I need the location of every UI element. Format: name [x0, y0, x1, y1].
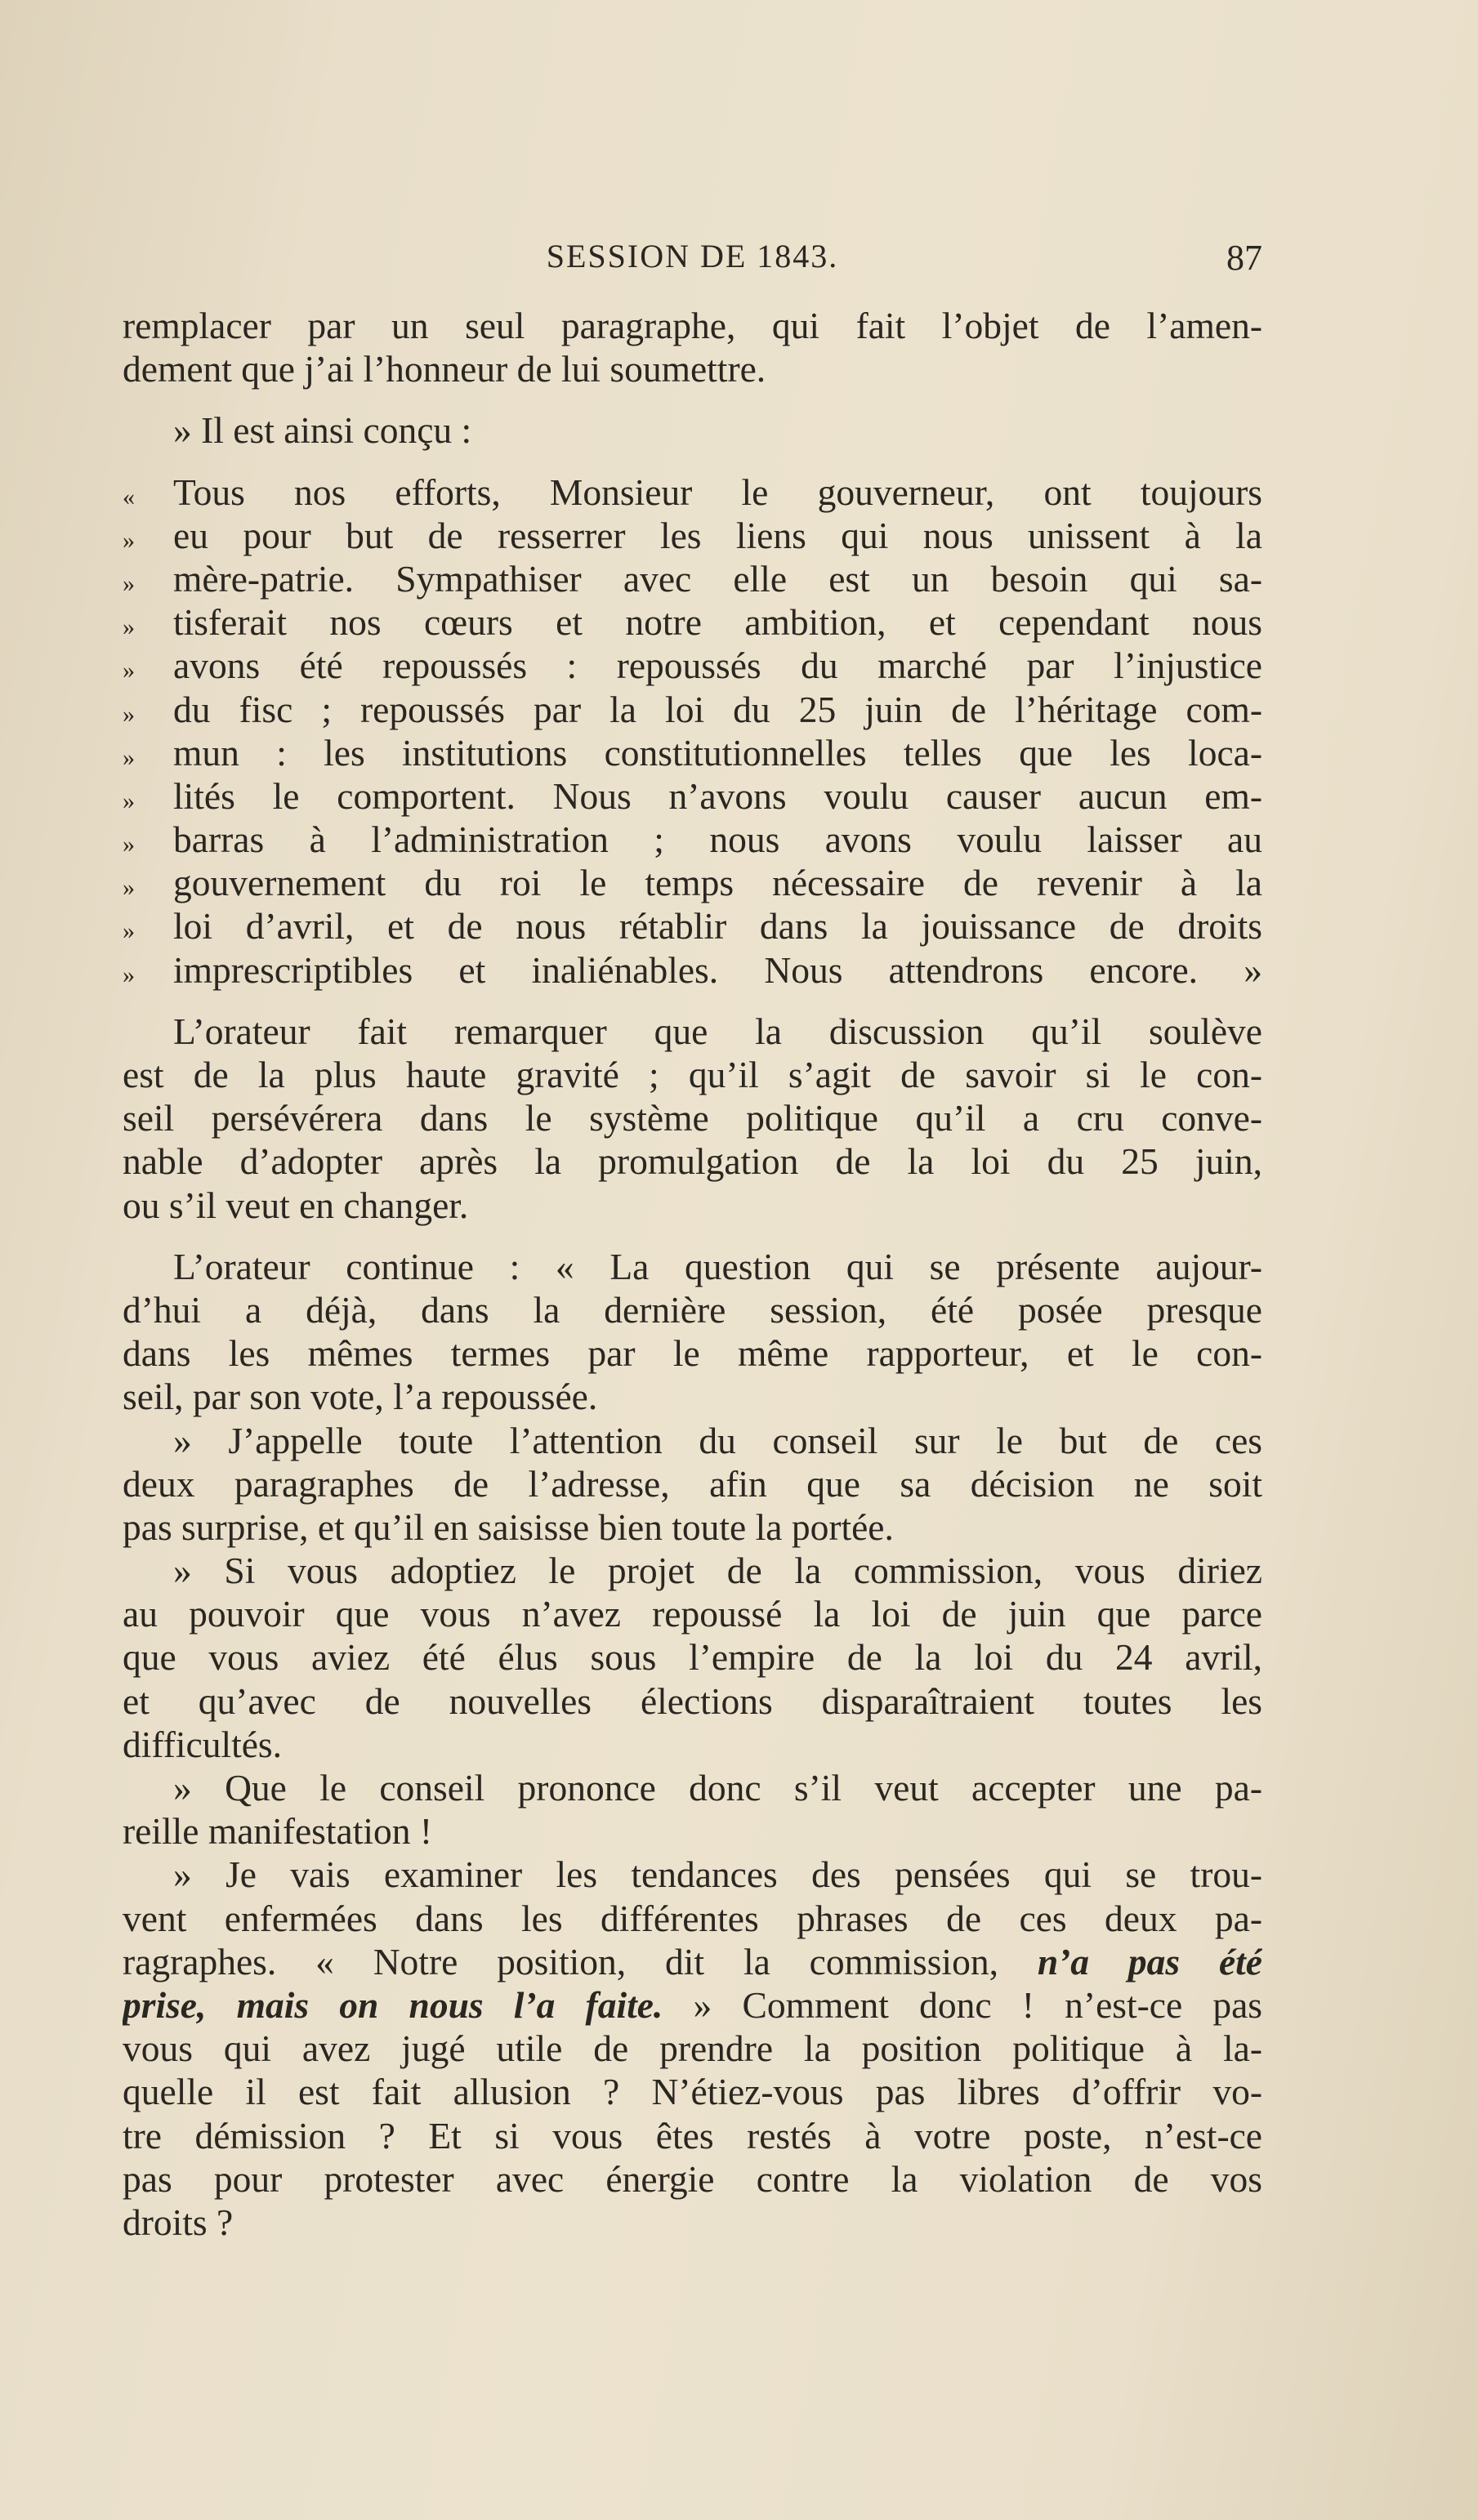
- quoted-text: avons été repoussés : repoussés du marché par l’injustice: [173, 644, 1262, 687]
- text-line: L’orateur continue : « La question qui se présente aujour-: [173, 1245, 1262, 1287]
- quoted-line: [123, 600, 1262, 644]
- text-line: ou s’il veut en changer.: [123, 1184, 469, 1226]
- text-line: quelle il est fait allusion ? N’étiez-vous pas libres d’offrir vo-: [123, 2071, 1262, 2113]
- quoted-line: [123, 948, 1262, 992]
- quote-mark: »: [123, 831, 135, 859]
- text-line: nable d’adopter après la promulgation de la loi du 25 juin,: [123, 1140, 1262, 1183]
- quoted-line: [123, 688, 1262, 731]
- quote-mark: »: [123, 874, 135, 902]
- text-line: L’orateur fait remarquer que la discussion qu’il soulève: [173, 1010, 1262, 1052]
- text-line: vent enfermées dans les différentes phrases de ces deux pa-: [123, 1897, 1262, 1939]
- quote-mark: »: [123, 743, 135, 771]
- quoted-text: barras à l’administration ; nous avons voulu laisser au: [173, 818, 1262, 861]
- text-line: » Si vous adoptiez le projet de la commission, vous diriez: [173, 1550, 1262, 1592]
- quote-mark: »: [123, 700, 135, 728]
- text-line: vous qui avez jugé utile de prendre la position politique à la-: [123, 2027, 1262, 2070]
- text-line: seil persévérera dans le système politique qu’il a cru conve-: [123, 1097, 1262, 1140]
- quoted-text: gouvernement du roi le temps nécessaire de revenir à la: [173, 862, 1262, 904]
- quoted-line: [123, 774, 1262, 818]
- quote-mark: «: [123, 483, 135, 511]
- text-line: seil, par son vote, l’a repoussée.: [123, 1376, 598, 1418]
- quote-mark: »: [123, 787, 135, 814]
- running-title: SESSION DE 1843.: [546, 238, 839, 274]
- quoted-line: [123, 644, 1262, 687]
- text-line: deux paragraphes de l’adresse, afin que sa décision ne soit: [123, 1462, 1262, 1505]
- quoted-line: [123, 861, 1262, 904]
- quoted-text: Tous nos efforts, Monsieur le gouverneur, ont toujours: [173, 471, 1262, 513]
- text-line: est de la plus haute gravité ; qu’il s’agit de savoir si le con-: [123, 1054, 1262, 1095]
- text-line: droits ?: [123, 2201, 234, 2243]
- text-line: et qu’avec de nouvelles élections disparaîtraient toutes les: [123, 1679, 1262, 1722]
- page-number: 87: [1226, 238, 1262, 278]
- quoted-text: eu pour but de resserrer les liens qui nous unissent à la: [173, 514, 1262, 556]
- quoted-line: [123, 514, 1262, 557]
- text-line: pas pour protester avec énergie contre la violation de vos: [123, 2157, 1262, 2200]
- quoted-text: lités le comportent. Nous n’avons voulu causer aucun em-: [173, 774, 1262, 817]
- quoted-text: loi d’avril, et de nous rétablir dans la jouissance de droits: [173, 905, 1262, 948]
- body-text: [123, 304, 1262, 2244]
- text-line: [123, 1983, 1262, 2027]
- quote-mark: »: [123, 569, 135, 597]
- text-line: » Je vais examiner les tendances des pensées qui se trou-: [173, 1853, 1262, 1896]
- text-line: reille manifestation !: [123, 1810, 433, 1853]
- quote-mark: »: [123, 657, 135, 685]
- quote-mark: »: [123, 526, 135, 554]
- quoted-line: [123, 731, 1262, 774]
- quoted-text: mun : les institutions constitutionnelles telles que les loca-: [173, 731, 1262, 774]
- quoted-text: du fisc ; repoussés par la loi du 25 juin de l’héritage com-: [173, 688, 1262, 730]
- italic-quote: prise, mais on nous l’a faite.: [123, 1983, 663, 2026]
- quoted-line: [123, 818, 1262, 861]
- text-line: [123, 1940, 1262, 1983]
- quote-mark: »: [123, 961, 135, 988]
- text-line: dans les mêmes termes par le même rapporteur, et le con-: [123, 1332, 1262, 1375]
- text-line: remplacer par un seul paragraphe, qui fait l’objet de l’amen-: [123, 305, 1262, 346]
- quote-mark: »: [123, 917, 135, 945]
- italic-quote: n’a pas été: [1037, 1940, 1262, 1983]
- text-run: » Comment donc ! n’est-ce pas: [693, 1983, 1262, 2026]
- quoted-line: [123, 904, 1262, 948]
- text-line: tre démission ? Et si vous êtes restés à votre poste, n’est-ce: [123, 2114, 1262, 2156]
- text-line: difficultés.: [123, 1723, 283, 1765]
- text-line: au pouvoir que vous n’avez repoussé la loi de juin que parce: [123, 1593, 1262, 1635]
- text-line: » Il est ainsi conçu :: [173, 409, 472, 452]
- quoted-text: imprescriptibles et inaliénables. Nous attendrons encore. »: [173, 948, 1262, 991]
- text-line: » Que le conseil prononce donc s’il veut accepter une pa-: [173, 1767, 1262, 1809]
- text-line: que vous aviez été élus sous l’empire de la loi du 24 avril,: [123, 1636, 1262, 1679]
- quoted-line: [123, 557, 1262, 600]
- quote-mark: »: [123, 613, 135, 641]
- text-line: » J’appelle toute l’attention du conseil sur le but de ces: [173, 1419, 1262, 1461]
- text-run: ragraphes. « Notre position, dit la commission,: [123, 1940, 998, 1983]
- quoted-text: tisferait nos cœurs et notre ambition, et cependant nous: [173, 601, 1262, 644]
- text-line: pas surprise, et qu’il en saisisse bien toute la portée.: [123, 1505, 894, 1548]
- text-line: dement que j’ai l’honneur de lui soumettre.: [123, 348, 766, 390]
- text-line: d’hui a déjà, dans la dernière session, été posée presque: [123, 1288, 1262, 1331]
- page-header: [123, 237, 1262, 286]
- quoted-text: mère-patrie. Sympathiser avec elle est un besoin qui sa-: [173, 557, 1262, 600]
- quoted-line: [123, 471, 1262, 514]
